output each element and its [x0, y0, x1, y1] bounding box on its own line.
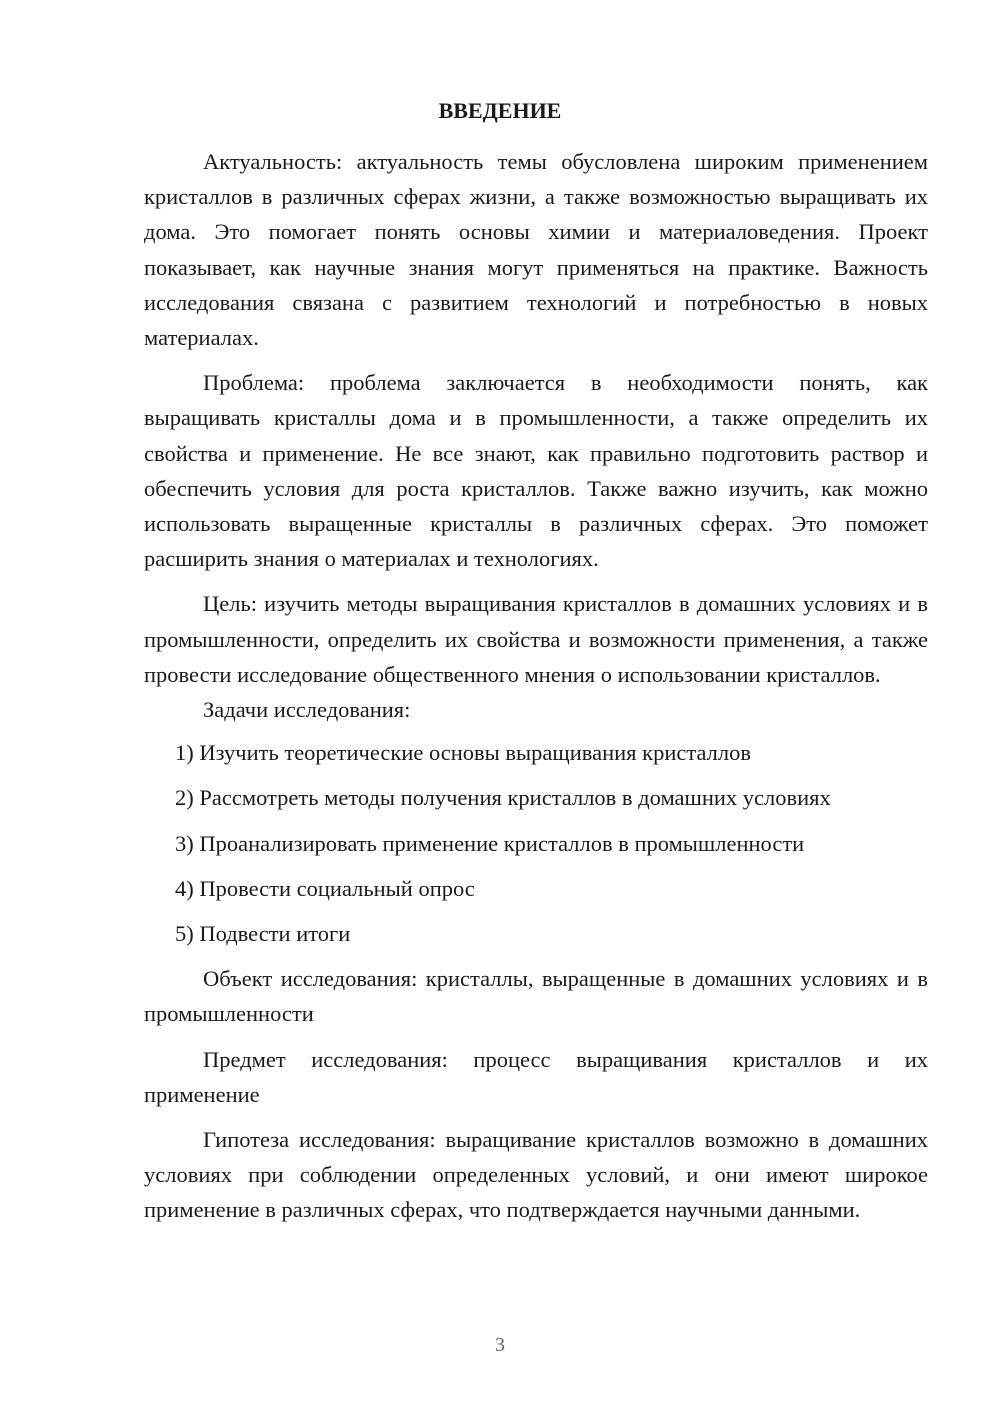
relevance-paragraph: Актуальность: актуальность темы обусловлена широким применением кристаллов в различных сферах жизни, а также возможностью выращивать их дома. Это помогает понять основы химии и материаловедения. Проект показывает, как научные знания могут применяться на практике. Важность исследования связана с развитием технологий и потребностью в новых материалах.: [144, 149, 928, 351]
problem-paragraph: Проблема: проблема заключается в необходимости понять, как выращивать кристаллы дома и в промышленности, а также определить их свойства и применение. Не все знают, как правильно подготовить раствор и обеспечить условия для роста кристаллов. Также важно изучить, как можно использовать выращенные кристаллы в различных сферах. Это поможет расширить знания о материалах и технологиях.: [144, 370, 928, 572]
task-item: 5) Подвести итоги: [175, 921, 351, 947]
page-title: ВВЕДЕНИЕ: [438, 98, 562, 123]
tasks-heading: Задачи исследования:: [203, 697, 411, 723]
goal-paragraph: Цель: изучить методы выращивания кристаллов в домашних условиях и в промышленности, определить их свойства и возможности применения, а также провести исследование общественного мнения о использовании кристаллов.: [144, 591, 928, 687]
task-item: 4) Провести социальный опрос: [175, 875, 475, 901]
task-item: 3) Проанализировать применение кристаллов в промышленности: [175, 830, 805, 856]
hypothesis-paragraph: Гипотеза исследования: выращивание кристаллов возможно в домашних условиях при соблюдении определенных условий, и они имеют широкое применение в различных сферах, что подтверждается научными данными.: [144, 1127, 928, 1223]
task-item: 1) Изучить теоретические основы выращивания кристаллов: [175, 740, 751, 766]
object-paragraph: Объект исследования: кристаллы, выращенные в домашних условиях и в промышленности: [144, 966, 928, 1027]
task-item: 2) Рассмотреть методы получения кристаллов в домашних условиях: [175, 785, 831, 811]
page-number: 3: [495, 1334, 505, 1356]
tasks-list: [144, 735, 928, 951]
subject-paragraph: Предмет исследования: процесс выращивания кристаллов и их применение: [144, 1046, 928, 1107]
document-body: [144, 144, 928, 1228]
